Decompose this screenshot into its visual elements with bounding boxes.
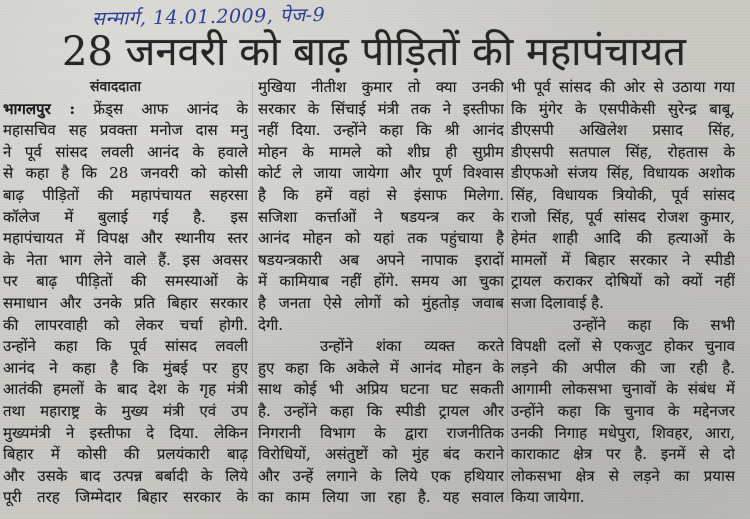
article-line: और उसके बाद उत्पन्न बर्बादी के लिये [3, 466, 248, 485]
article-line: का काम लिया जा रहा है. यह सवाल [258, 488, 504, 507]
article-line: आनंद मोहन को यहां तक पहुंचाया है [258, 229, 504, 248]
article-line: कि मुंगेर के एसपीकेसी सुरेन्द्र बाबू, [511, 99, 735, 118]
article-line: सजिशा कर्त्ताओं ने षडयन्त्र कर के [258, 207, 504, 226]
article-line: देगी. [258, 315, 284, 334]
article-line: बिहार में कोसी की प्रलयंकारी बाढ़ [3, 445, 248, 464]
article-line: पर बाढ़ पीड़ितों की समस्याओं के [3, 272, 248, 291]
article-column-1 [3, 77, 248, 513]
article-line [3, 99, 248, 121]
article-line: आतंकी हमलों के बाद देश के गृह मंत्री [3, 380, 248, 399]
article-line: मुखिया नीतीश कुमार तो क्या उनकी [258, 78, 504, 96]
article-line: लोकसभा क्षेत्र से लड़ने का प्रयास [511, 466, 735, 485]
article-line: सजा दिलावाई है. [511, 293, 604, 312]
article-line: ने पूर्व सांसद लवली आनंद के हवाले [3, 142, 248, 161]
article-line: निगरानी विभाग के द्वारा राजनीतिक [258, 423, 504, 442]
article-line: हुए कहा कि अकेले में आनंद मोहन के [258, 358, 504, 377]
article-line: उन्होंने कहा कि सभी [573, 315, 735, 334]
article-line: विरोधियों, असंतुष्टों को मुंह बंद कराने [258, 445, 504, 464]
article-line: आगामी लोकसभा चुनावों के संबंध में [511, 380, 735, 399]
article-line: ट्रायल कराकर दोषियों को क्यों नहीं [511, 272, 735, 291]
article-line: से कहा है कि 28 जनवरी को कोसी [3, 164, 248, 183]
article-column-2 [258, 77, 504, 513]
article-line: की लापरवाही को लेकर चर्चा होगी. [3, 315, 248, 334]
article-line: उनकी निगाह मधेपुरा, शिवहर, आरा, [511, 423, 735, 442]
article-line: डीएसपी सतपाल सिंह, रोहतास के [511, 142, 735, 161]
article-line: पूरी तरह जिम्मेदार बिहार सरकार के [3, 488, 248, 507]
article-line: महापंचायत में विपक्ष और स्थानीय स्तर [3, 229, 248, 248]
article-line: है. उन्होंने कहा कि स्पीडी ट्रायल और [258, 401, 504, 420]
article-line: और उन्हें लगाने के लिये एक हथियार [258, 466, 504, 485]
article-line: साथ कोई भी अप्रिय घटना घट सकती [258, 380, 504, 399]
column-divider [252, 82, 253, 502]
headline: 28 जनवरी को बाढ़ पीड़ितों की महापंचायत [62, 29, 686, 75]
article-line: मामलों में बिहार सरकार ने स्पीडी [511, 250, 735, 269]
article-line: है जनता ऐसे लोगों को मुंहतोड़ जवाब [258, 293, 504, 312]
handwritten-source-note: सन्मार्ग, 14.01.2009, पेज-9 [91, 3, 326, 31]
article-line: हेमंत शाही आदि की हत्याओं के [511, 229, 735, 248]
article-line: में कामियाब नहीं होंगे. समय आ चुका [258, 272, 504, 291]
article-line-text: फ्रेंड्स आफ आनंद के [93, 99, 248, 118]
article-line: उन्होंने कहा कि चुनाव के मद्देनजर [511, 401, 735, 420]
dateline: भागलपुर : [3, 99, 75, 118]
article-line: डीएफओ संजय सिंह, विधायक अशोक [511, 164, 735, 183]
article-line: काराकाट क्षेत्र पर है. इनमें से दो [511, 445, 735, 464]
article-column-3 [511, 77, 735, 513]
article-line: भी पूर्व सांसद की ओर से उठाया गया [511, 78, 735, 96]
article-line: बाढ़ पीड़ितों की महापंचायत सहरसा [3, 185, 248, 204]
article-line: राजो सिंह, पूर्व सांसद रोजश कुमार, [511, 207, 735, 226]
article-line: समाधान और उनके प्रति बिहार सरकार [3, 293, 248, 312]
article-line: डीएसपी अखिलेश प्रसाद सिंह, [511, 121, 735, 140]
article-line: आनंद ने कहा है कि मुंबई पर हुए [3, 358, 248, 377]
article-line: तथा महाराष्ट्र के मुख्य मंत्री एवं उप [3, 401, 248, 420]
article-line: सिंह, विधायक त्रियोकी, पूर्व सांसद [511, 185, 735, 204]
article-line: विपक्षी दलों से एकजुट होकर चुनाव [511, 337, 735, 356]
article-line: मोहन के मामले को शीघ्र ही सुप्रीम [258, 142, 504, 161]
article-line: नहीं दिया. उन्होंने कहा कि श्री आनंद [258, 121, 504, 140]
article-line: किया जायेगा. [511, 488, 585, 507]
article-line: सरकार के सिंचाई मंत्री तक ने इस्तीफा [258, 99, 504, 118]
byline: संवाददाता [90, 79, 141, 95]
article-line: उन्होंने कहा कि पूर्व सांसद लवली [3, 337, 248, 356]
article-line: कॉलेज में बुलाई गई है. इस [3, 207, 248, 226]
article-line: उन्होंने शंका व्यक्त करते [320, 337, 504, 356]
article-line: लड़ने की अपील की जा रही है. [511, 358, 735, 377]
article-line: है कि हमें वहां से इंसाफ मिलेगा. [258, 185, 504, 204]
article-line: कोर्ट ले जाया जायेगा और पूर्ण विश्वास [258, 164, 504, 183]
article-line: मुख्यमंत्री ने इस्तीफा दे दिया. लेकिन [3, 423, 248, 442]
article-line: षडयन्त्रकारी अब अपने नापाक इरादों [258, 250, 504, 269]
column-divider [507, 82, 508, 502]
article-line: के नेता भाग लेने वाले हैं. इस अवसर [3, 250, 248, 269]
article-line: महासचिव सह प्रवक्ता मनोज दास मनु [3, 121, 248, 140]
